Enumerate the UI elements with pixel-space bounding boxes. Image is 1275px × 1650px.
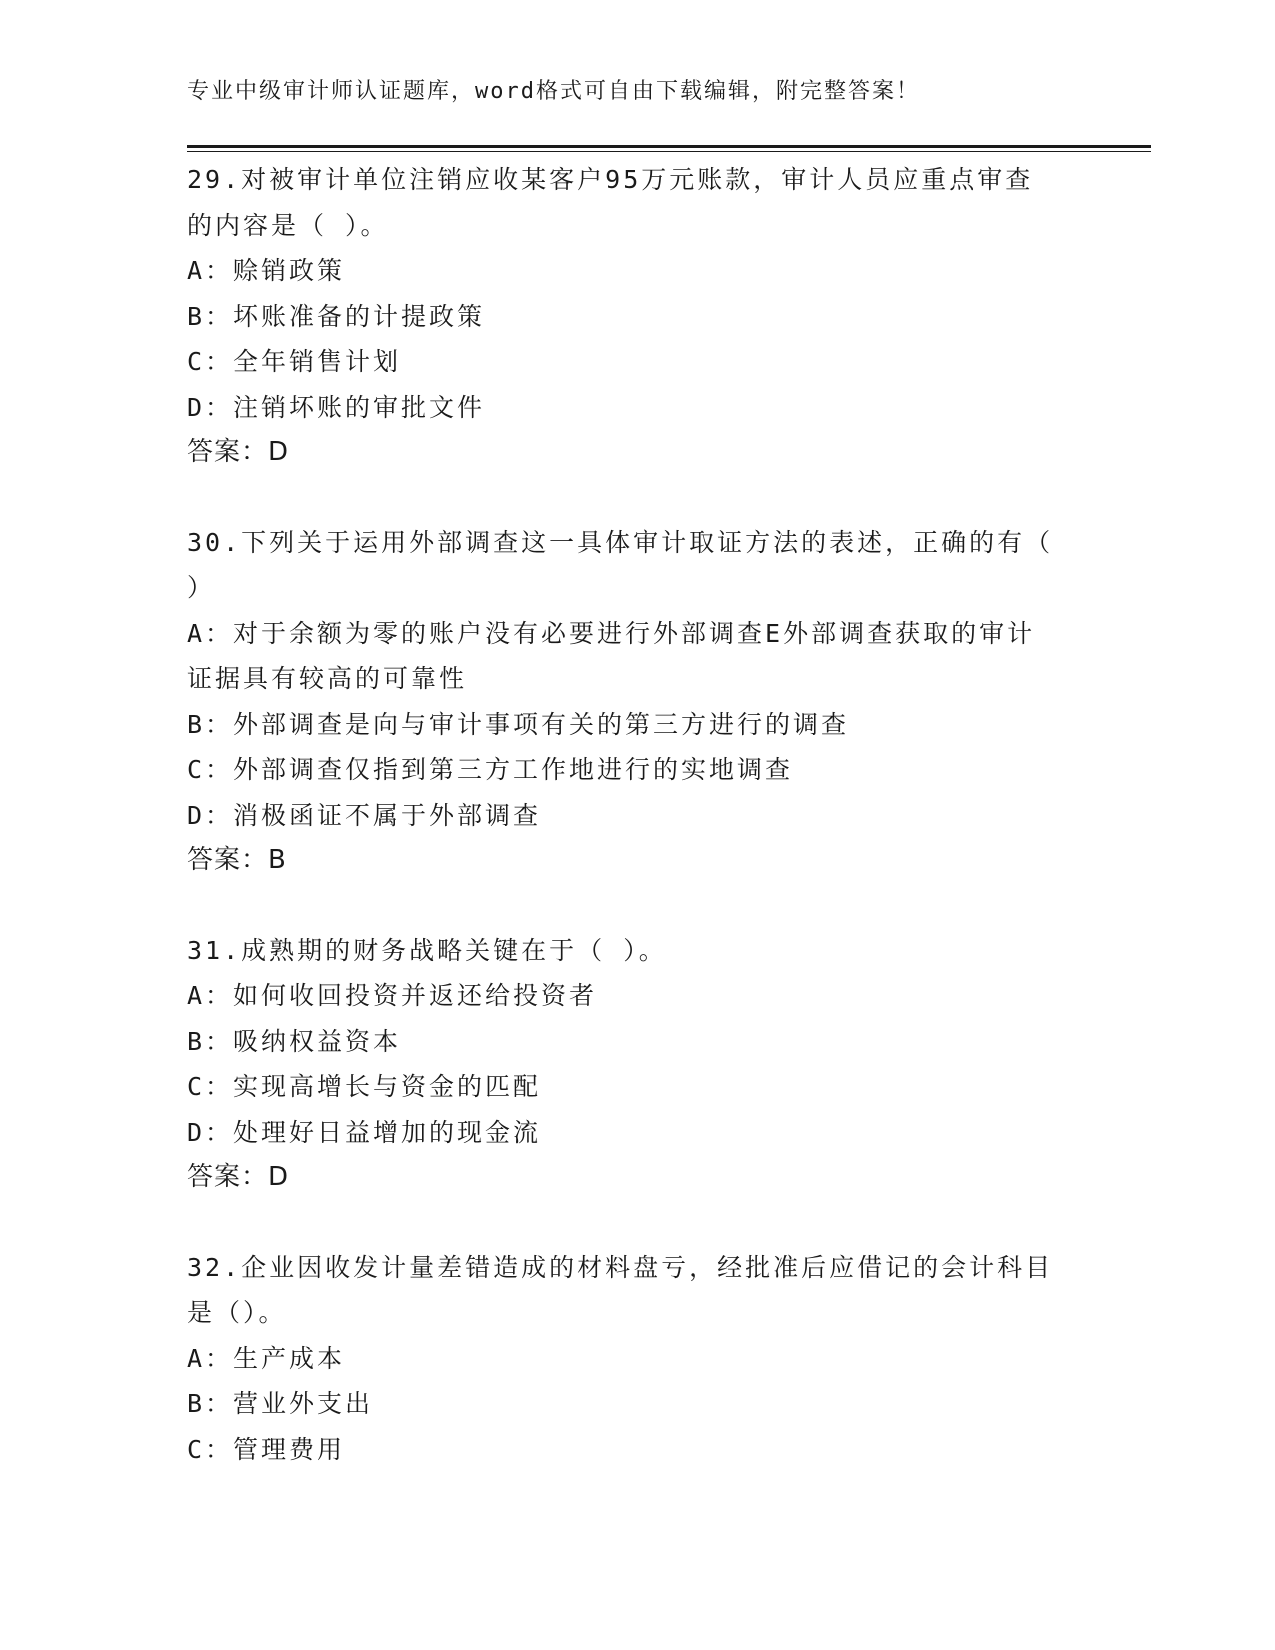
option: A：生产成本 [187, 1343, 346, 1373]
option: B：吸纳权益资本 [187, 1026, 402, 1056]
page-header: 专业中级审计师认证题库，word格式可自由下载编辑，附完整答案！ [187, 79, 920, 104]
header-rule-thick [187, 145, 1151, 148]
option: A：如何收回投资并返还给投资者 [187, 981, 598, 1010]
question-stem: 30.下列关于运用外部调查这一具体审计取证方法的表述，正确的有（ [187, 527, 1054, 557]
option: D：注销坏账的审批文件 [187, 392, 486, 422]
option: B：坏账准备的计提政策 [187, 301, 486, 331]
option-continued: 证据具有较高的可靠性 [187, 664, 468, 693]
question-block [187, 928, 1087, 1201]
question-stem: 31.成熟期的财务战略关键在于（ ）。 [187, 935, 667, 965]
option: C：管理费用 [187, 1434, 346, 1464]
option: A：赊销政策 [187, 256, 346, 285]
option: D：消极函证不属于外部调查 [187, 800, 542, 830]
option: C：外部调查仅指到第三方工作地进行的实地调查 [187, 755, 794, 784]
question-stem-continued: 的内容是（ ）。 [187, 210, 389, 240]
question-stem-continued: ） [187, 573, 216, 602]
question-block [187, 1245, 1087, 1473]
answer-line: 答案：B [187, 845, 287, 875]
question-block [187, 520, 1087, 884]
question-stem: 32.企业因收发计量差错造成的材料盘亏，经批准后应借记的会计科目 [187, 1252, 1054, 1282]
answer-line: 答案：D [187, 1162, 290, 1192]
header-rule-thin [187, 151, 1151, 152]
option: B：外部调查是向与审计事项有关的第三方进行的调查 [187, 709, 850, 739]
option: C：全年销售计划 [187, 347, 402, 376]
answer-line: 答案：D [187, 437, 290, 467]
option: D：处理好日益增加的现金流 [187, 1117, 542, 1147]
option: C：实现高增长与资金的匹配 [187, 1072, 542, 1101]
question-list [187, 157, 1087, 1516]
question-stem: 29.对被审计单位注销应收某客户95万元账款，审计人员应重点审查 [187, 165, 1034, 194]
option: B：营业外支出 [187, 1389, 374, 1418]
question-block [187, 157, 1087, 476]
question-stem-continued: 是（）。 [187, 1298, 287, 1327]
option: A：对于余额为零的账户没有必要进行外部调查E外部调查获取的审计 [187, 618, 1036, 648]
